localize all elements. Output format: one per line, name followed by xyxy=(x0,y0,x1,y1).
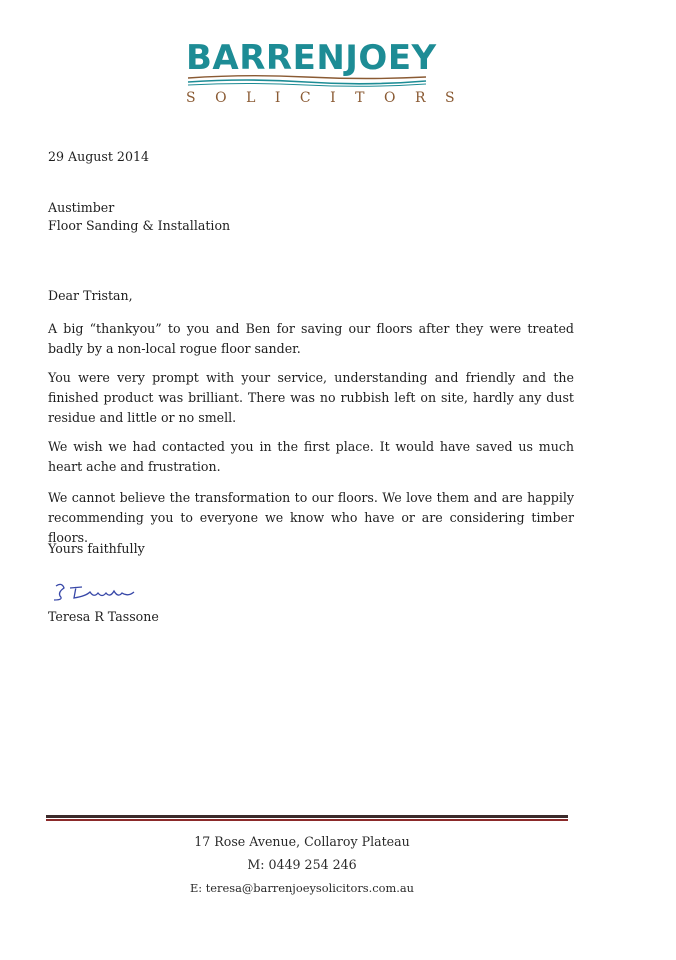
closing: Yours faithfully xyxy=(48,541,145,556)
logo-brand: BARRENJOEY xyxy=(186,38,437,78)
letter-date: 29 August 2014 xyxy=(48,149,149,164)
salutation: Dear Tristan, xyxy=(48,288,133,303)
signer-name: Teresa R Tassone xyxy=(48,609,159,624)
recipient-name: Austimber xyxy=(48,200,115,215)
footer-divider-accent xyxy=(46,819,568,821)
paragraph-2: You were very prompt with your service, understanding and friendly and the finished product was brilliant. There was no rubbish left on site, hardly any dust residue and little or no smell. xyxy=(48,370,574,425)
footer-divider xyxy=(46,815,568,818)
paragraph-4: We cannot believe the transformation to our floors. We love them and are happily recommending you to everyone we know who have or are considering timber floors. xyxy=(48,490,574,545)
footer-mobile: M: 0449 254 246 xyxy=(247,857,357,872)
paragraph-3: We wish we had contacted you in the first place. It would have saved us much heart ache and frustration. xyxy=(48,439,574,474)
footer-email: E: teresa@barrenjoeysolicitors.com.au xyxy=(189,881,415,895)
logo-tagline: SOLICITORS xyxy=(186,90,475,106)
footer-address: 17 Rose Avenue, Collaroy Plateau xyxy=(194,834,410,849)
paragraph-1: A big “thankyou” to you and Ben for saving our floors after they were treated badly by a non-local rogue floor sander. xyxy=(48,321,574,356)
recipient-business: Floor Sanding & Installation xyxy=(48,218,231,233)
signature-icon xyxy=(46,578,142,606)
logo-waves-icon xyxy=(186,74,428,88)
